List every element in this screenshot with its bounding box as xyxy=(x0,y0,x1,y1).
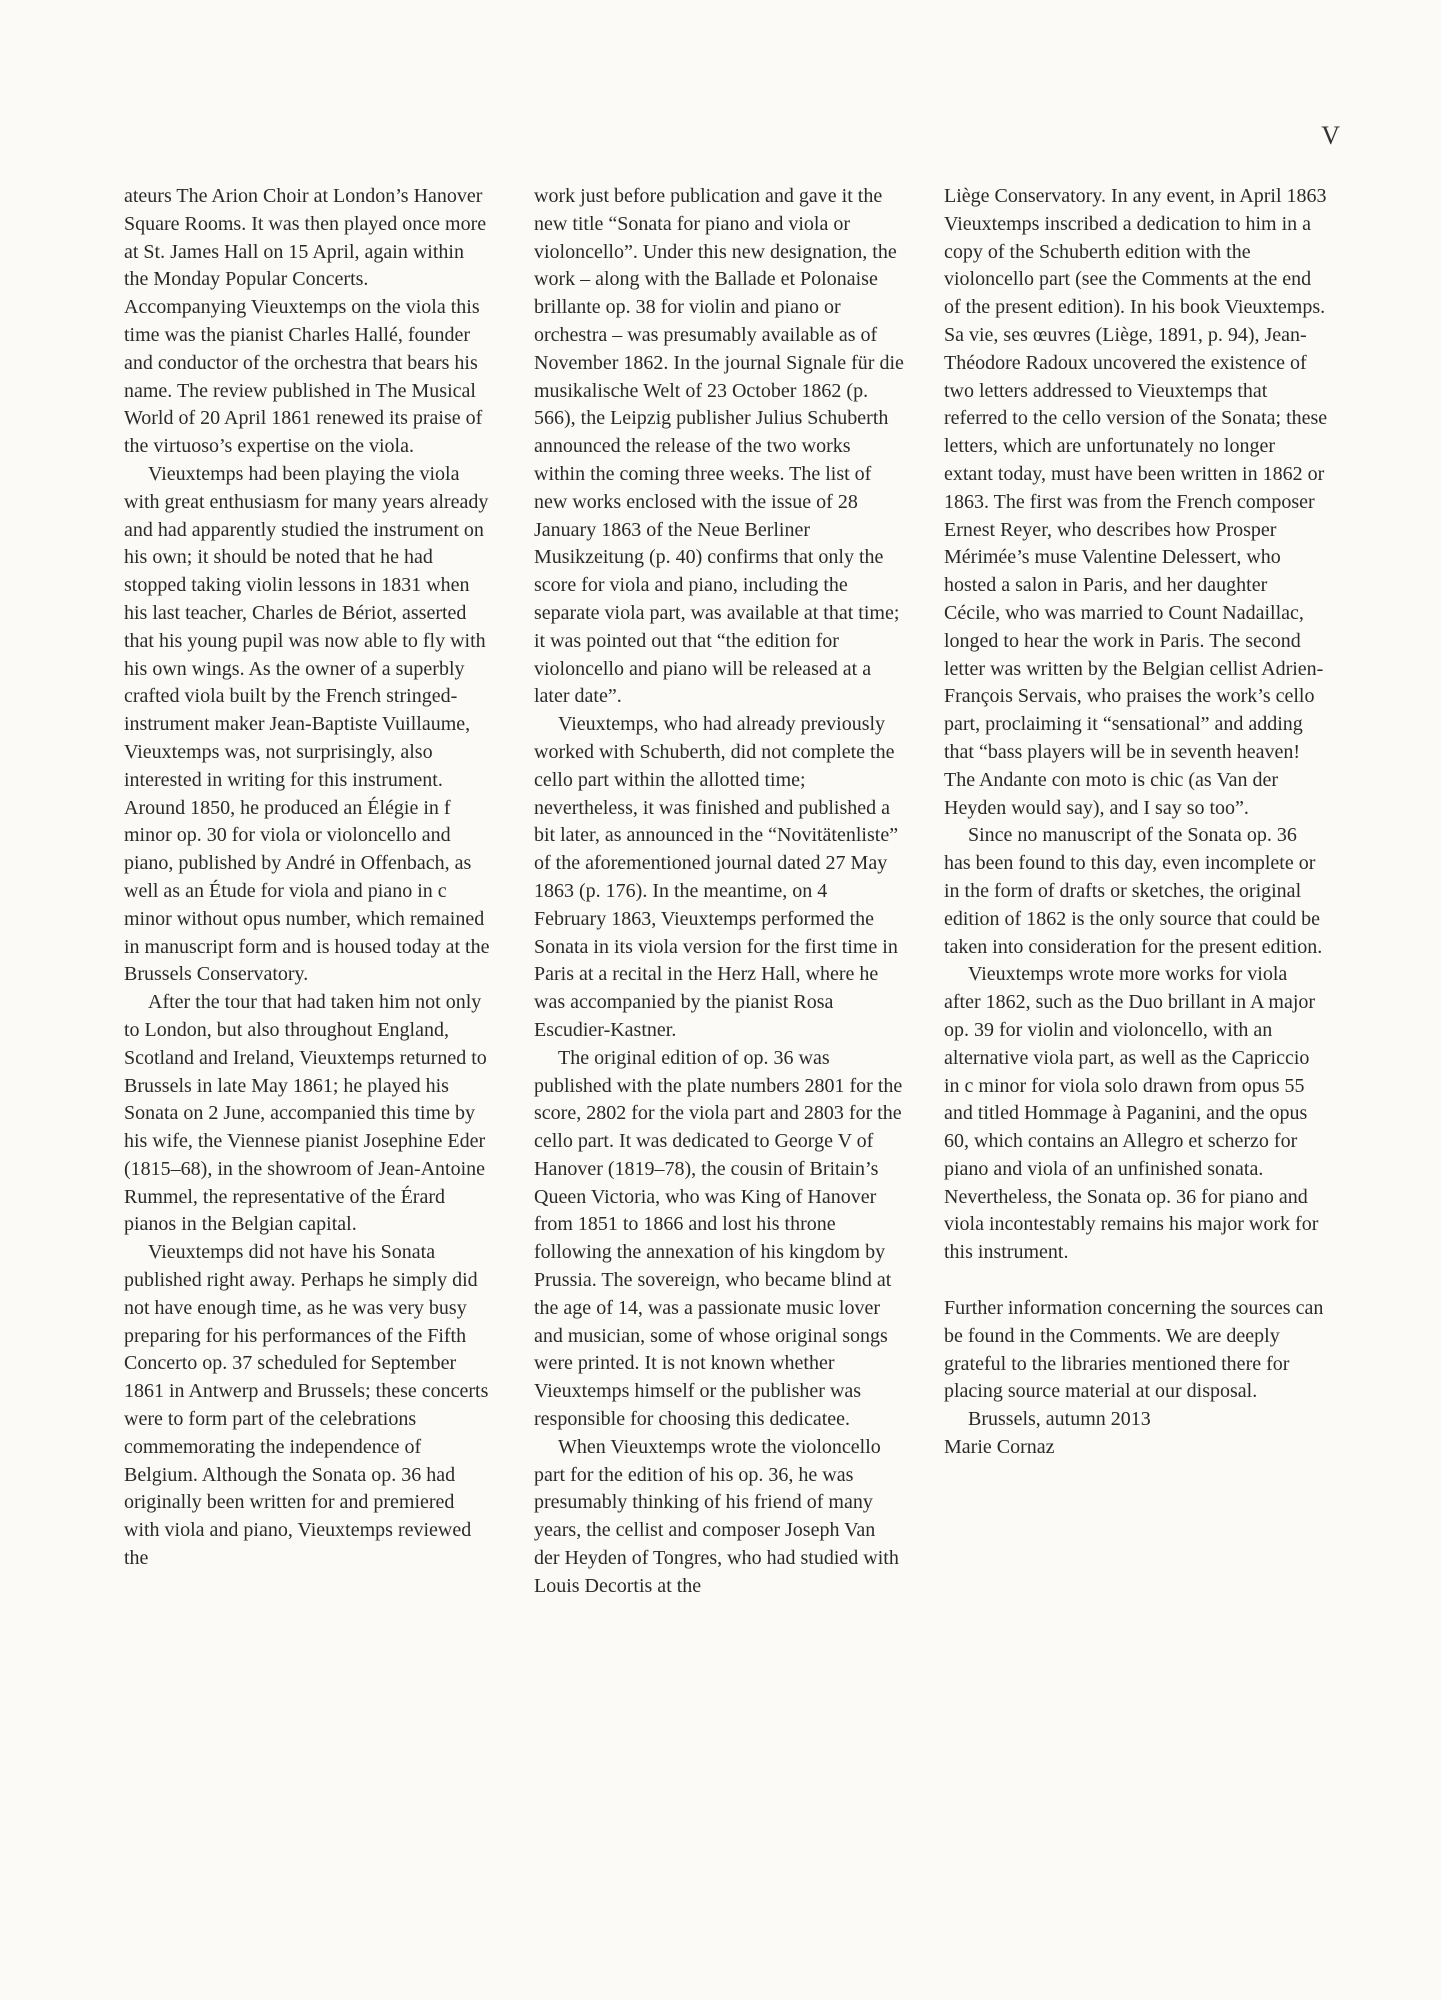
paragraph: Vieuxtemps wrote more works for viola after 1862, such as the Duo brillant in A major op. 39 for violin and violoncello, with an alternative viola part, as well as the Capriccio in c minor for viola solo drawn from opus 55 and titled Hommage à Paganini, and the opus 60, which contains an Allegro et scherzo for piano and viola of an unfinished sonata. Nevertheless, the Sonata op. 36 for piano and viola incontestably remains his major work for this instrument. xyxy=(944,963,1319,1264)
paragraph: Vieuxtemps had been playing the viola with great enthusiasm for many years already and had apparently studied the instrument on his own; it should be noted that he had stopped taking violin lessons in 1831 when his last teacher, Charles de Bériot, asserted that his young pupil was now able to fly with his own wings. As the owner of a superbly crafted viola built by the French stringed-instrument maker Jean-Baptiste Vuillaume, Vieuxtemps was, not surprisingly, also interested in writing for this instrument. Around 1850, he produced an Élégie in f minor op. 30 for viola or violoncello and piano, published by André in Offenbach, as well as an Étude for viola and piano in c minor without opus number, which remained in manuscript form and is housed today at the Brussels Conservatory. xyxy=(124,462,490,986)
paragraph: Vieuxtemps did not have his Sonata published right away. Perhaps he simply did not have enough time, as he was very busy preparing for his performances of the Fifth Concerto op. 37 scheduled for September 1861 in Antwerp and Brussels; these concerts were to form part of the celebrations commemorating the independence of Belgium. Although the Sonata op. 36 had originally been written for and premiered with viola and piano, Vieuxtemps reviewed the xyxy=(124,1241,489,1570)
closing-paragraph: Further information concerning the sources can be found in the Comments. We are deeply grateful to the libraries mentioned there for placing source material at our disposal. xyxy=(944,1297,1324,1403)
paragraph: When Vieuxtemps wrote the violoncello part for the edition of his op. 36, he was presumably thinking of his friend of many years, the cellist and composer Joseph Van der Heyden of Tongres, who had studied with Louis Decortis at the xyxy=(534,1435,899,1597)
paragraph: After the tour that had taken him not only to London, but also throughout England, Scotland and Ireland, Vieuxtemps returned to Brussels in late May 1861; he played his Sonata on 2 June, accompanied this time by his wife, the Viennese pianist Josephine Eder (1815–68), in the showroom of Jean-Antoine Rummel, the representative of the Érard pianos in the Belgian capital. xyxy=(124,991,487,1236)
paragraph: The original edition of op. 36 was published with the plate numbers 2801 for the score, 2802 for the viola part and 2803 for the cello part. It was dedicated to George V of Hanover (1819–78), the cousin of Britain’s Queen Victoria, who was King of Hanover from 1851 to 1866 and lost his throne following the annexation of his kingdom by Prussia. The sovereign, who became blind at the age of 14, was a passionate music lover and musician, some of whose original songs were printed. It is not known whether Vieuxtemps himself or the publisher was responsible for choosing this dedicatee. xyxy=(534,1046,903,1431)
paragraph: Since no manuscript of the Sonata op. 36 has been found to this day, even incomplete or in the form of drafts or sketches, the original edition of 1862 is the only source that could be taken into consideration for the present edition. xyxy=(944,824,1323,958)
signature-place-date: Brussels, autumn 2013 xyxy=(968,1408,1151,1431)
text-column-3 xyxy=(944,183,1328,1462)
signature-author: Marie Cornaz xyxy=(944,1436,1055,1459)
page-number: V xyxy=(1321,121,1340,150)
text-column-1 xyxy=(124,183,490,1573)
text-column-2 xyxy=(534,183,904,1601)
paragraph: Liège Conservatory. In any event, in April 1863 Vieuxtemps inscribed a dedication to him in a copy of the Schuberth edition with the violoncello part (see the Comments at the end of the present edition). In his book Vieuxtemps. Sa vie, ses œuvres (Liège, 1891, p. 94), Jean-Théodore Radoux uncovered the existence of two letters addressed to Vieuxtemps that referred to the cello version of the Sonata; these letters, which are unfortunately no longer extant today, must have been written in 1862 or 1863. The first was from the French composer Ernest Reyer, who describes how Prosper Mérimée’s muse Valentine Delessert, who hosted a salon in Paris, and her daughter Cécile, who was married to Count Nadaillac, longed to hear the work in Paris. The second letter was written by the Belgian cellist Adrien-François Servais, who praises the work’s cello part, proclaiming it “sensational” and adding that “bass players will be in seventh heaven! The Andante con moto is chic (as Van der Heyden would say), and I say so too”. xyxy=(944,185,1328,819)
paragraph: Vieuxtemps, who had already previously worked with Schuberth, did not complete the cello part within the allotted time; nevertheless, it was finished and published a bit later, as announced in the “Novitätenliste” of the aforementioned journal dated 27 May 1863 (p. 176). In the meantime, on 4 February 1863, Vieuxtemps performed the Sonata in its viola version for the first time in Paris at a recital in the Herz Hall, where he was accompanied by the pianist Rosa Escudier-Kastner. xyxy=(534,713,899,1041)
paragraph: ateurs The Arion Choir at London’s Hanover Square Rooms. It was then played once more at St. James Hall on 15 April, again within the Monday Popular Concerts. Accompanying Vieuxtemps on the viola this time was the pianist Charles Hallé, founder and conductor of the orchestra that bears his name. The review published in The Musical World of 20 April 1861 renewed its praise of the virtuoso’s expertise on the viola. xyxy=(124,185,487,458)
paragraph: work just before publication and gave it the new title “Sonata for piano and viola or violoncello”. Under this new designation, the work – along with the Ballade et Polonaise brillante op. 38 for violin and piano or orchestra – was presumably available as of November 1862. In the journal Signale für die musikalische Welt of 23 October 1862 (p. 566), the Leipzig publisher Julius Schuberth announced the release of the two works within the coming three weeks. The list of new works enclosed with the issue of 28 January 1863 of the Neue Berliner Musikzeitung (p. 40) confirms that only the score for viola and piano, including the separate viola part, was available at that time; it was pointed out that “the edition for violoncello and piano will be released at a later date”. xyxy=(534,185,904,708)
